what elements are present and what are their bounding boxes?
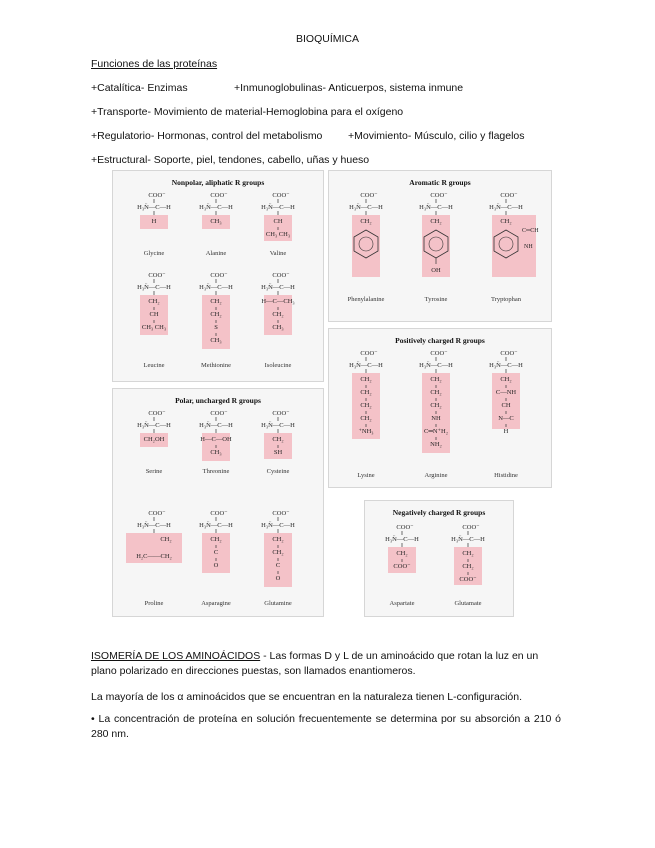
svg-text:H₃N̈—C—H: H₃N̈—C—H	[489, 204, 523, 211]
amino-acid-name: Glycine	[143, 250, 165, 257]
svg-text:H₃N̈—C—H: H₃N̈—C—H	[137, 204, 171, 211]
svg-text:H₃N̈—C—H: H₃N̈—C—H	[261, 422, 295, 429]
svg-text:COO⁻: COO⁻	[210, 272, 228, 279]
amino-acid-name: Arginine	[424, 472, 448, 479]
svg-text:CH₂: CH₂	[462, 563, 474, 570]
svg-text:H₃N̈—C—H: H₃N̈—C—H	[199, 204, 233, 211]
svg-text:⁺NH₃: ⁺NH₃	[358, 428, 374, 435]
svg-text:C: C	[213, 549, 219, 556]
panel-title: Nonpolar, aliphatic R groups	[171, 178, 265, 187]
svg-text:S: S	[214, 324, 218, 331]
svg-text:O: O	[275, 575, 281, 582]
amino-acid-leucine	[122, 268, 186, 369]
amino-acid-cysteine	[246, 406, 310, 502]
svg-text:CH₂: CH₂	[360, 415, 372, 422]
svg-text:H₃N̈—C—H: H₃N̈—C—H	[137, 284, 171, 291]
function-transporte: +Transporte- Movimiento de material-Hemoglobina para el oxígeno	[91, 106, 404, 118]
svg-text:CH₂: CH₂	[210, 536, 222, 543]
svg-text:C═N⁺H₂: C═N⁺H₂	[423, 428, 449, 435]
phenylalanine-structure	[334, 188, 398, 284]
svg-text:C—NH: C—NH	[495, 389, 517, 396]
svg-text:CH₃ CH₃: CH₃ CH₃	[141, 324, 167, 331]
svg-text:NH: NH	[524, 244, 533, 250]
svg-text:H₃N̈—C—H: H₃N̈—C—H	[451, 536, 485, 543]
svg-text:COO⁻: COO⁻	[396, 524, 414, 531]
svg-text:H: H	[151, 218, 157, 225]
amino-acid-tyrosine	[404, 188, 468, 303]
amino-acid-methionine	[184, 268, 248, 369]
svg-text:CH₂: CH₂	[360, 376, 372, 383]
svg-text:H: H	[503, 428, 509, 435]
svg-text:COO⁻: COO⁻	[148, 510, 166, 517]
svg-text:CH₂: CH₂	[462, 550, 474, 557]
amino-acid-lysine	[334, 346, 398, 479]
svg-text:COO⁻: COO⁻	[459, 576, 477, 583]
svg-text:CH₂: CH₂	[500, 218, 512, 225]
cysteine-structure	[246, 406, 310, 502]
svg-text:CH₂: CH₂	[360, 389, 372, 396]
panel-title: Positively charged R groups	[395, 336, 485, 345]
svg-text:COO⁻: COO⁻	[430, 350, 448, 357]
function-regulatorio: +Regulatorio- Hormonas, control del metabolismo	[91, 130, 323, 142]
svg-text:H₃N̈—C—H: H₃N̈—C—H	[199, 284, 233, 291]
svg-text:CH₂: CH₂	[430, 376, 442, 383]
svg-text:COO⁻: COO⁻	[210, 192, 228, 199]
svg-text:H₃N̈—C—H: H₃N̈—C—H	[261, 204, 295, 211]
isomeria-text: - Las formas D y L de un aminoácido que rotan la luz en un plano polarizado en direcciones puestas, son llamados enantiomeros.	[91, 650, 539, 677]
svg-text:SH: SH	[273, 449, 283, 456]
svg-text:H₃N̈—C—H: H₃N̈—C—H	[261, 522, 295, 529]
amino-acid-figure	[112, 170, 550, 615]
function-movimiento: +Movimiento- Músculo, cilio y flagelos	[348, 130, 525, 142]
svg-text:CH₂: CH₂	[272, 549, 284, 556]
svg-text:CH₂: CH₂	[500, 376, 512, 383]
functions-heading: Funciones de las proteínas	[91, 58, 218, 70]
isomeria-paragraph	[91, 649, 561, 679]
svg-text:H₃N̈—C—H: H₃N̈—C—H	[137, 422, 171, 429]
amino-acid-name: Tyrosine	[424, 296, 448, 303]
svg-text:H₃N̈—C—H: H₃N̈—C—H	[261, 284, 295, 291]
amino-acid-name: Leucine	[143, 362, 165, 369]
absorption-paragraph: • La concentración de proteína en solución frecuentemente se determina por su absorción a 210 ó 280 nm.	[91, 713, 561, 740]
svg-text:CH₂: CH₂	[148, 298, 160, 305]
svg-text:H₃N̈—C—H: H₃N̈—C—H	[385, 536, 419, 543]
svg-text:COO⁻: COO⁻	[393, 563, 411, 570]
methionine-structure	[184, 268, 248, 364]
amino-acid-threonine	[184, 406, 248, 502]
svg-text:H—C—OH: H—C—OH	[200, 436, 232, 443]
svg-text:C: C	[275, 562, 281, 569]
amino-acid-isoleucine	[246, 268, 310, 369]
svg-text:CH₃ CH₃: CH₃ CH₃	[265, 231, 291, 238]
leucine-structure	[122, 268, 186, 364]
svg-text:H₃N̈—C—H: H₃N̈—C—H	[419, 362, 453, 369]
svg-text:H₃N̈—C—H: H₃N̈—C—H	[419, 204, 453, 211]
function-inmunoglobulinas: +Inmunoglobulinas- Anticuerpos, sistema inmune	[234, 82, 464, 94]
isomeria-heading: ISOMERÍA DE LOS AMINOÁCIDOS	[91, 650, 261, 662]
amino-acid-name: Glutamine	[264, 600, 292, 607]
svg-text:CH₃: CH₃	[210, 218, 222, 225]
svg-text:CH₂: CH₂	[360, 402, 372, 409]
svg-text:CH₂: CH₂	[272, 536, 284, 543]
amino-acid-serine	[122, 406, 186, 502]
svg-text:H₃N̈—C—H: H₃N̈—C—H	[199, 422, 233, 429]
function-catalitica: +Catalítica- Enzimas	[91, 82, 188, 94]
panel-title: Negatively charged R groups	[392, 508, 486, 517]
svg-text:N—C: N—C	[498, 415, 514, 422]
amino-acid-name: Histidine	[494, 472, 518, 479]
svg-text:COO⁻: COO⁻	[462, 524, 480, 531]
svg-text:CH₃: CH₃	[210, 337, 222, 344]
proline-structure	[122, 506, 186, 602]
panel-title: Polar, uncharged R groups	[175, 396, 261, 405]
threonine-structure	[184, 406, 248, 502]
histidine-structure	[474, 346, 538, 442]
tyrosine-structure	[404, 188, 468, 284]
amino-acid-proline	[122, 506, 186, 607]
svg-text:H₃N̈—C—H: H₃N̈—C—H	[199, 522, 233, 529]
svg-text:CH₃: CH₃	[272, 324, 284, 331]
amino-acid-name: Isoleucine	[264, 362, 292, 369]
amino-acid-tryptophan	[474, 188, 539, 303]
page-title: BIOQUÍMICA	[295, 33, 359, 45]
amino-acid-phenylalanine	[334, 188, 398, 303]
panel-title: Aromatic R groups	[409, 178, 471, 187]
svg-text:CH₂: CH₂	[360, 218, 372, 225]
svg-text:NH₂: NH₂	[430, 441, 442, 448]
arginine-structure	[404, 346, 468, 448]
svg-text:OH: OH	[431, 267, 441, 274]
amino-acid-name: Asparagine	[201, 600, 231, 607]
svg-text:CH: CH	[501, 402, 511, 409]
svg-text:COO⁻: COO⁻	[272, 410, 290, 417]
amino-acid-asparagine	[184, 506, 248, 607]
svg-text:C═CH: C═CH	[522, 228, 539, 234]
serine-structure	[122, 406, 186, 502]
function-estructural: +Estructural- Soporte, piel, tendones, cabello, uñas y hueso	[91, 154, 370, 166]
amino-acid-name: Aspartate	[389, 600, 415, 607]
svg-text:CH₃: CH₃	[210, 449, 222, 456]
svg-text:CH: CH	[149, 311, 159, 318]
svg-text:CH: CH	[273, 218, 283, 225]
tryptophan-structure	[474, 188, 538, 284]
amino-acid-name: Tryptophan	[490, 296, 522, 303]
amino-acid-name: Alanine	[205, 250, 227, 257]
svg-text:H₃N̈—C—H: H₃N̈—C—H	[489, 362, 523, 369]
svg-text:CH₂: CH₂	[396, 550, 408, 557]
svg-text:CH₂: CH₂	[210, 311, 222, 318]
svg-text:COO⁻: COO⁻	[148, 192, 166, 199]
asparagine-structure	[184, 506, 248, 602]
amino-acid-histidine	[474, 346, 538, 479]
amino-acid-name: Glutamate	[454, 600, 482, 607]
svg-text:CH₂: CH₂	[272, 436, 284, 443]
svg-text:COO⁻: COO⁻	[148, 272, 166, 279]
amino-acid-name: Phenylalanine	[347, 296, 385, 303]
amino-acid-name: Proline	[144, 600, 164, 607]
glutamine-structure	[246, 506, 310, 602]
svg-text:COO⁻: COO⁻	[272, 510, 290, 517]
svg-text:CH₂: CH₂	[272, 311, 284, 318]
svg-text:COO⁻: COO⁻	[272, 272, 290, 279]
amino-acid-aspartate	[370, 520, 434, 616]
amino-acid-glutamine	[246, 506, 310, 607]
svg-text:H₃N̈—C—H: H₃N̈—C—H	[137, 522, 171, 529]
amino-acid-name: Methionine	[201, 362, 231, 369]
svg-text:H₃N̈—C—H: H₃N̈—C—H	[349, 204, 383, 211]
svg-text:O: O	[213, 562, 219, 569]
svg-text:CH₂: CH₂	[430, 218, 442, 225]
amino-acid-glutamate	[436, 520, 500, 616]
amino-acid-name: Serine	[145, 468, 163, 475]
amino-acid-name: Lysine	[357, 472, 375, 479]
svg-text:COO⁻: COO⁻	[360, 350, 378, 357]
isoleucine-structure	[246, 268, 310, 364]
amino-acid-name: Threonine	[202, 468, 230, 475]
svg-text:COO⁻: COO⁻	[500, 192, 518, 199]
l-configuration-paragraph: La mayoría de los α aminoácidos que se encuentran en la naturaleza tienen L-configuración.	[91, 691, 523, 703]
svg-text:CH₂: CH₂	[210, 298, 222, 305]
svg-text:COO⁻: COO⁻	[360, 192, 378, 199]
svg-text:CH₂: CH₂	[160, 536, 172, 543]
svg-text:COO⁻: COO⁻	[272, 192, 290, 199]
svg-text:NH: NH	[431, 415, 441, 422]
amino-acid-name: Cysteine	[266, 468, 290, 475]
svg-text:COO⁻: COO⁻	[210, 410, 228, 417]
svg-text:COO⁻: COO⁻	[148, 410, 166, 417]
lysine-structure	[334, 346, 398, 442]
svg-text:H—C—CH₃: H—C—CH₃	[261, 298, 295, 305]
svg-text:COO⁻: COO⁻	[210, 510, 228, 517]
amino-acid-arginine	[404, 346, 468, 479]
svg-text:CH₂OH: CH₂OH	[143, 436, 165, 443]
svg-text:H₃N̈—C—H: H₃N̈—C—H	[349, 362, 383, 369]
svg-text:CH₂: CH₂	[430, 402, 442, 409]
svg-text:CH₂: CH₂	[430, 389, 442, 396]
svg-text:H₂C——CH₂: H₂C——CH₂	[136, 553, 172, 560]
svg-text:COO⁻: COO⁻	[500, 350, 518, 357]
svg-text:COO⁻: COO⁻	[430, 192, 448, 199]
amino-acid-name: Valine	[269, 250, 287, 257]
